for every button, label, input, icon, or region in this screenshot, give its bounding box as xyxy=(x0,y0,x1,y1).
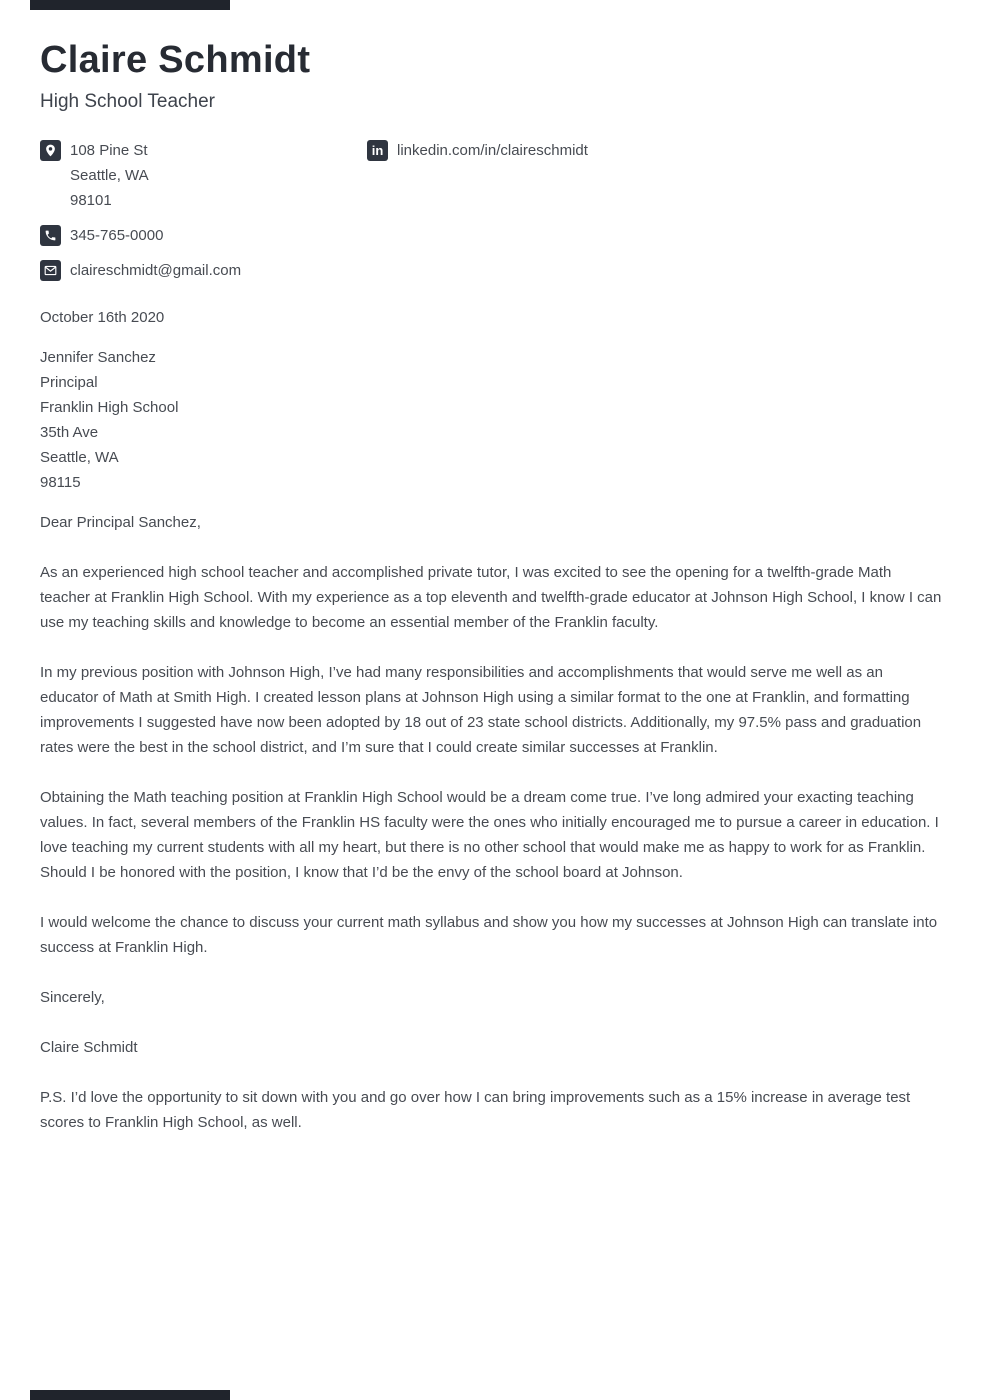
recipient-line: 35th Ave xyxy=(40,424,99,441)
email-address: claireschmidt@gmail.com xyxy=(70,262,242,279)
linkedin-icon: in xyxy=(367,140,388,161)
address-lines xyxy=(70,138,149,213)
address-line: Seattle, WA xyxy=(70,167,149,184)
linkedin-url: linkedin.com/in/claireschmidt xyxy=(397,142,588,159)
applicant-job-title: High School Teacher xyxy=(40,91,215,112)
contact-linkedin xyxy=(367,138,945,163)
location-pin-icon xyxy=(40,140,61,161)
paragraph-1: As an experienced high school teacher and accomplished private tutor, I was excited to see the opening for a twelfth-grade Math teacher at Franklin High School. With my experience as a top eleventh and twelfth-grade educator at Johnson High School, I know I can use my teaching skills and knowledge to become an essential member of the Franklin faculty. xyxy=(40,564,942,631)
phone-icon xyxy=(40,225,61,246)
contact-address xyxy=(40,138,367,213)
applicant-name: Claire Schmidt xyxy=(40,39,311,81)
contact-section xyxy=(40,138,945,283)
recipient-line: Seattle, WA xyxy=(40,449,119,466)
recipient-line: 98115 xyxy=(40,474,81,491)
contact-column-right xyxy=(367,138,945,283)
paragraph-2: In my previous position with Johnson High, I’ve had many responsibilities and accomplishments that would serve me well as an educator of Math at Smith High. I created lesson plans at Johnson High using a similar format to the one at Franklin, and formatting improvements I suggested have now been adopted by 18 out of 23 state school districts. Additionally, my 97.5% pass and graduation rates were the best in the school district, and I’m sure that I could create similar successes at Franklin. xyxy=(40,664,922,756)
letter-body xyxy=(40,305,945,1135)
address-line: 98101 xyxy=(70,192,112,209)
closing: Sincerely, xyxy=(40,989,105,1006)
recipient-line: Principal xyxy=(40,374,98,391)
signature-name: Claire Schmidt xyxy=(40,1039,138,1056)
email-icon xyxy=(40,260,61,281)
paragraph-4: I would welcome the chance to discuss your current math syllabus and show you how my successes at Johnson High can translate into success at Franklin High. xyxy=(40,914,938,956)
salutation: Dear Principal Sanchez, xyxy=(40,514,201,531)
contact-column-left xyxy=(40,138,367,283)
postscript: P.S. I’d love the opportunity to sit down with you and go over how I can bring improvements such as a 15% increase in average test scores to Franklin High School, as well. xyxy=(40,1089,911,1131)
contact-email xyxy=(40,258,367,283)
address-line: 108 Pine St xyxy=(70,142,148,159)
top-accent-bar xyxy=(30,0,230,10)
recipient-block xyxy=(40,345,945,495)
recipient-line: Franklin High School xyxy=(40,399,179,416)
bottom-accent-bar xyxy=(30,1390,230,1400)
phone-number: 345-765-0000 xyxy=(70,227,164,244)
paragraph-3: Obtaining the Math teaching position at Franklin High School would be a dream come true. I’ve long admired your exacting teaching values. In fact, several members of the Franklin HS faculty were the ones who initially encouraged me to pursue a career in education. I love teaching my current students with all my heart, but there is no other school that would make me as happy to work for as Franklin. Should I be honored with the position, I know that I’d be the envy of the school board at Johnson. xyxy=(40,789,939,881)
letter-date: October 16th 2020 xyxy=(40,309,165,326)
recipient-line: Jennifer Sanchez xyxy=(40,349,156,366)
contact-phone xyxy=(40,223,367,248)
